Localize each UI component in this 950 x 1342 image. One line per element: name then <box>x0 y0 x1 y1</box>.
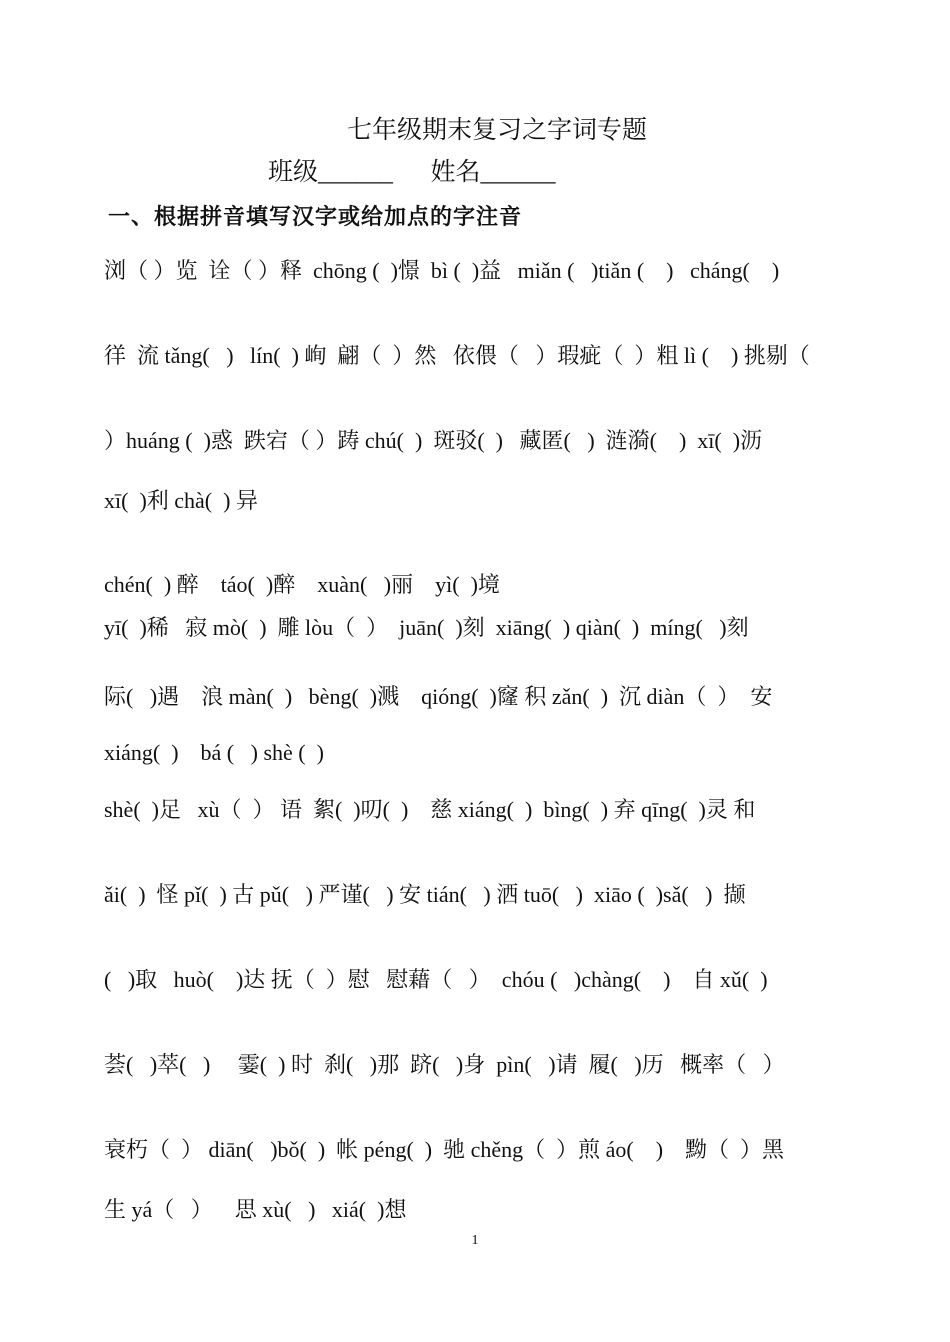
exercise-line: chén( ) 醉 táo( )醉 xuàn( )丽 yì( )境 <box>104 572 500 597</box>
exercise-line: ）huáng ( )惑 跌宕（ ）踌 chú( ) 斑驳( ) 藏匿( ) 涟漪( ) xī( )沥 <box>104 428 763 453</box>
page-title: 七年级期末复习之字词专题 <box>346 117 647 144</box>
exercise-line: 衰朽（ ） diān( )bǒ( ) 帐 péng( ) 驰 chěng（ ）煎 áo( ) 黝（ ）黑 <box>104 1137 785 1162</box>
exercise-line: yī( )稀 寂 mò( ) 雕 lòu（ ） juān( )刻 xiāng( ) qiàn( ) míng( )刻 <box>104 615 749 640</box>
exercise-line: xiáng( ) bá ( ) shè ( ) <box>104 740 324 765</box>
exercise-line: 荟( )萃( ) 霎( ) 时 刹( )那 跻( )身 pìn( )请 履( )历 概率（ ） <box>104 1052 785 1077</box>
section-heading: 一、根据拼音填写汉字或给加点的字注音 <box>108 204 523 229</box>
exercise-line: shè( )足 xù（ ） 语 絮( )叨( ) 慈 xiáng( ) bìng( ) 弃 qīng( )灵 和 <box>104 797 756 822</box>
class-name-fields: 班级______ 姓名______ <box>268 159 556 186</box>
exercise-line: 徉 流 tǎng( ) lín( ) 峋 翩（ ）然 依偎（ ）瑕疵（ ）粗 lì ( ) 挑剔（ <box>104 343 810 368</box>
exercise-line: 生 yá（ ） 思 xù( ) xiá( )想 <box>104 1197 407 1222</box>
exercise-line: xī( )利 chà( ) 异 <box>104 488 258 513</box>
exercise-line: 浏（ ）览 诠（ ）释 chōng ( )憬 bì ( )益 miǎn ( )tiǎn ( ) cháng( ) <box>104 258 780 283</box>
exercise-line: ǎi( ) 怪 pǐ( ) 古 pǔ( ) 严谨( ) 安 tián( ) 洒 tuō( ) xiāo ( )sǎ( ) 撷 <box>104 882 746 907</box>
exercise-line: 际( )遇 浪 màn( ) bèng( )溅 qióng( )窿 积 zǎn( ) 沉 diàn（ ） 安 <box>104 684 773 709</box>
page-number: 1 <box>471 1233 479 1248</box>
exercise-line: ( )取 huò( )达 抚（ ）慰 慰藉（ ） chóu ( )chàng( ) 自 xǔ( ) <box>104 967 768 992</box>
